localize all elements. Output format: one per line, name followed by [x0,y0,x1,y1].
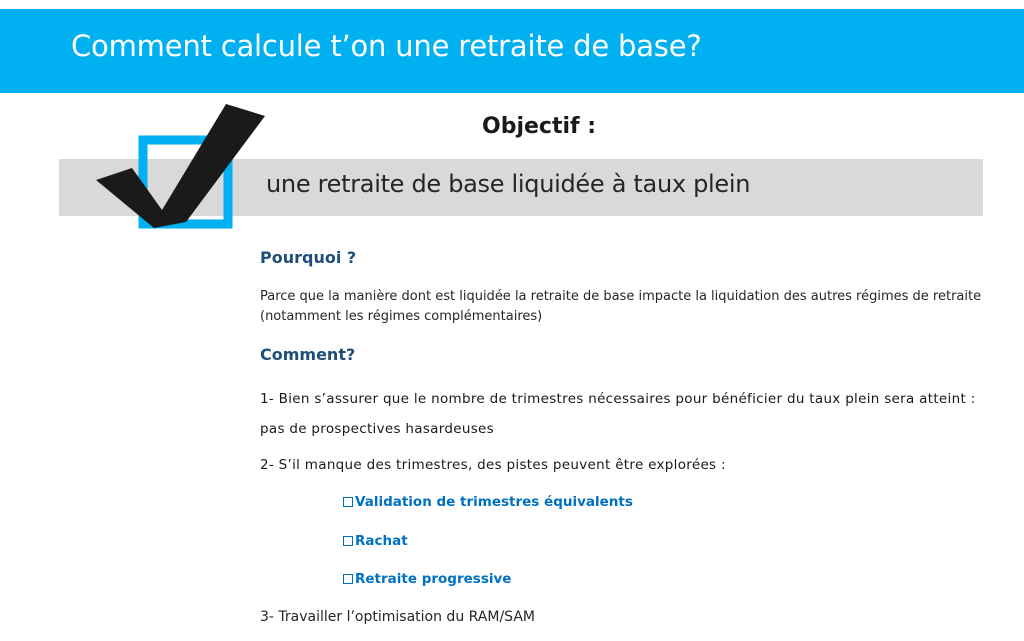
option-label: Validation de trimestres équivalents [355,494,633,510]
checkmark-icon [96,104,268,230]
slide-title: Comment calcule t’on une retraite de base? [71,29,702,63]
checkbox-icon [343,574,353,584]
pourquoi-heading: Pourquoi ? [260,248,357,267]
option-label: Rachat [355,533,408,549]
option-retraite-progressive [343,571,511,587]
pourquoi-text: Parce que la manière dont est liquidée la retraite de base impacte la liquidation des autres régimes de retraite (notamment les régimes complémentaires) [260,289,982,324]
step-1: 1- Bien s’assurer que le nombre de trimestres nécessaires pour bénéficier du taux plein sera atteint : pas de prospectives hasardeuses [260,391,976,437]
step-3: 3- Travailler l’optimisation du RAM/SAM [260,609,535,625]
objective-subtitle: une retraite de base liquidée à taux plein [266,170,751,198]
checkbox-icon [343,536,353,546]
option-validation [343,494,633,510]
option-label: Retraite progressive [355,571,512,587]
checkbox-icon [343,497,353,507]
check-stroke [96,104,265,228]
step-2: 2- S’il manque des trimestres, des pistes peuvent être explorées : [260,457,726,473]
comment-heading: Comment? [260,345,356,364]
objectif-label: Objectif : [482,114,597,139]
option-rachat [343,533,408,549]
